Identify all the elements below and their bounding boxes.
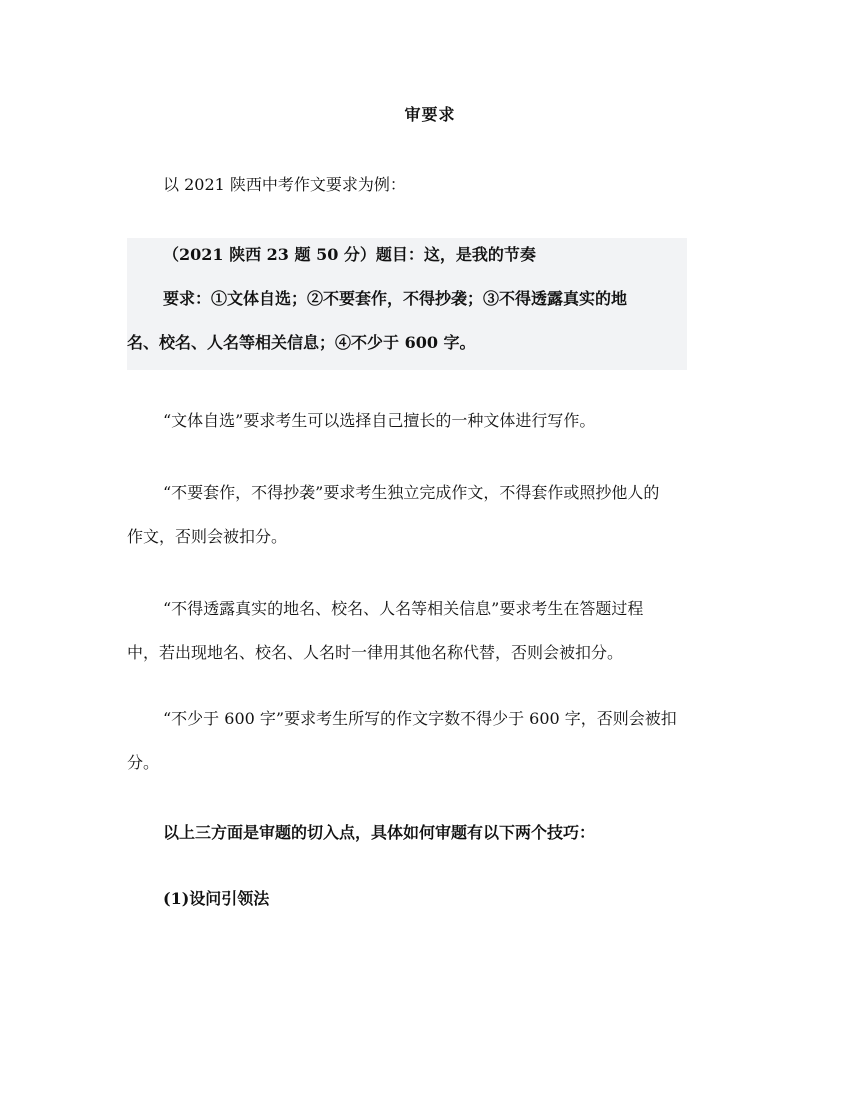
explanation-paragraph [127, 706, 712, 770]
prompt-requirement-line: 要求：①文体自选；②不要套作，不得抄袭；③不得透露真实的地 [163, 289, 628, 308]
explanation-paragraph [127, 480, 712, 544]
paragraph-line: “不得透露真实的地名、校名、人名等相关信息”要求考生在答题过程 [163, 599, 644, 618]
page-title: 审要求 [404, 105, 456, 124]
intro-paragraph [127, 172, 712, 192]
explanation-paragraph [127, 596, 712, 660]
prompt-requirement-line: 名、校名、人名等相关信息；④不少于 600 字。 [127, 333, 476, 352]
technique-heading [127, 886, 712, 906]
paragraph-line: 中，若出现地名、校名、人名时一律用其他名称代替，否则会被扣分。 [127, 643, 624, 662]
technique-heading-text: (1)设问引领法 [163, 889, 270, 908]
intro-text: 以 2021 陕西中考作文要求为例： [163, 175, 406, 194]
paragraph-line: “不少于 600 字”要求考生所写的作文字数不得少于 600 字，否则会被扣 [163, 709, 677, 728]
summary-paragraph [127, 820, 712, 840]
prompt-title-line: （2021 陕西 23 题 50 分）题目：这，是我的节奏 [163, 245, 536, 264]
summary-text: 以上三方面是审题的切入点，具体如何审题有以下两个技巧： [163, 823, 596, 842]
paragraph-line: 作文，否则会被扣分。 [127, 527, 288, 546]
paragraph-line: “不要套作，不得抄袭”要求考生独立完成作文，不得套作或照抄他人的 [163, 483, 660, 502]
paragraph-line: “文体自选”要求考生可以选择自己擅长的一种文体进行写作。 [163, 411, 596, 430]
explanation-paragraph [127, 408, 712, 428]
essay-prompt-box [127, 238, 687, 370]
paragraph-line: 分。 [127, 753, 160, 772]
